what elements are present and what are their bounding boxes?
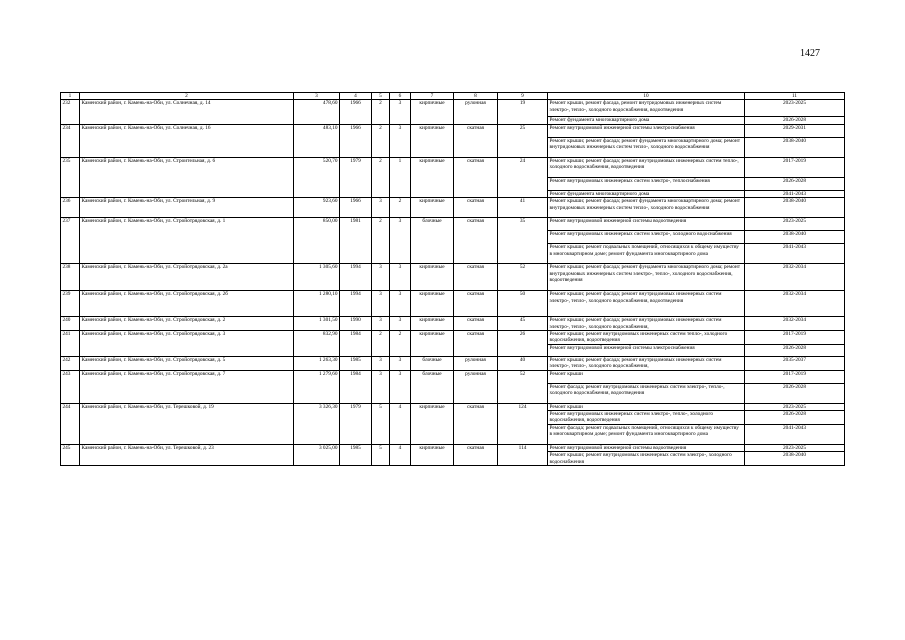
total-area-cell: 923,60 [294, 198, 340, 218]
work-type-cell: Ремонт фундамента многоквартирного дома [548, 117, 745, 124]
entrance-count-cell: 1 [390, 157, 411, 197]
column-header-11: 11 [745, 93, 845, 100]
floor-count-cell: 3 [372, 317, 390, 331]
resident-count-cell: 50 [498, 291, 548, 317]
wall-material-cell: кирпичные [411, 291, 454, 317]
work-type-cell: Ремонт крыши; ремонт подвальных помещений, относящихся к общему имуществу в многоквартирном доме; ремонт фундамента многоквартирного дома [548, 244, 745, 264]
period-cell: 2032-2034 [745, 291, 845, 317]
period-cell: 2023-2025 [745, 100, 845, 117]
column-header-2: 2 [80, 93, 294, 100]
row-number-cell: 235 [61, 157, 80, 197]
roof-type-cell: скатная [454, 124, 498, 157]
period-cell: 2038-2040 [745, 137, 845, 157]
floor-count-cell: 3 [372, 291, 390, 317]
entrance-count-cell: 4 [390, 444, 411, 465]
work-type-cell: Ремонт крыши; ремонт фасада; ремонт внутридомовых инженерных систем электро-, тепло-, холодного водоснабжения, [548, 317, 745, 331]
period-cell: 2038-2040 [745, 452, 845, 466]
address-cell: Каменский район, г. Камень-на-Оби, ул. Строительная, д. 9 [80, 198, 294, 218]
address-cell: Каменский район, г. Камень-на-Оби, ул. Стройотрядовская, д. 2б [80, 291, 294, 317]
work-type-cell: Ремонт крыши; ремонт фасада; ремонт фундамента многоквартирного дома; ремонт внутридомовых инженерных систем тепло-, холодного водоснабжения [548, 198, 745, 218]
year-built-cell: 1981 [340, 218, 372, 264]
table-row [61, 356, 845, 370]
year-built-cell: 1985 [340, 356, 372, 370]
address-cell: Каменский район, г. Камень-на-Оби, ул. Терешковой, д. 19 [80, 403, 294, 444]
resident-count-cell: 52 [498, 264, 548, 291]
year-built-cell: 1984 [340, 331, 372, 357]
total-area-cell: 1 305,60 [294, 264, 340, 291]
wall-material-cell: кирпичные [411, 403, 454, 444]
work-type-cell: Ремонт внутридомовых инженерных систем электро-, теплоснабжения [548, 177, 745, 190]
work-type-cell: Ремонт фасада; ремонт подвальных помещений, относящихся к общему имуществу в многоквартирном доме; ремонт фундамента многоквартирного дома [548, 424, 745, 444]
period-cell: 2038-2040 [745, 231, 845, 244]
column-header-9: 9 [498, 93, 548, 100]
period-cell: 2041-2043 [745, 190, 845, 197]
period-cell: 2026-2028 [745, 177, 845, 190]
work-type-cell: Ремонт крыши; ремонт фасада; ремонт фундамента многоквартирного дома; ремонт внутридомовых инженерных систем электро-, тепло-, холодного водоснабжения, водоотведения [548, 264, 745, 291]
page-number: 1427 [800, 48, 820, 59]
entrance-count-cell: 2 [390, 331, 411, 357]
row-number-cell: 242 [61, 356, 80, 370]
wall-material-cell: блочные [411, 356, 454, 370]
work-type-cell: Ремонт внутридомовой инженерной системы электроснабжения [548, 124, 745, 137]
work-type-cell: Ремонт внутридомовой инженерной системы водоотведения [548, 218, 745, 231]
roof-type-cell: скатная [454, 331, 498, 357]
work-type-cell: Ремонт крыши; ремонт фасада; ремонт внутридомовых инженерных систем тепло-, холодного водоснабжения, водоотведения [548, 157, 745, 177]
resident-count-cell: 24 [498, 157, 548, 197]
address-cell: Каменский район, г. Камень-на-Оби, ул. Стройотрядовская, д. 1 [80, 218, 294, 264]
floor-count-cell: 2 [372, 218, 390, 264]
column-header-3: 3 [294, 93, 340, 100]
work-type-cell: Ремонт крыши; ремонт фасада; ремонт внутридомовых инженерных систем электро-, тепло-, холодного водоснабжения, [548, 356, 745, 370]
entrance-count-cell: 2 [390, 198, 411, 218]
floor-count-cell: 3 [372, 370, 390, 403]
entrance-count-cell: 3 [390, 291, 411, 317]
roof-type-cell: рулонная [454, 370, 498, 403]
work-type-cell: Ремонт крыши, ремонт фасада, ремонт внутридомовых инженерных систем электро-, тепло-, холодного водоснабжения, водоотведения [548, 100, 745, 117]
row-number-cell: 240 [61, 317, 80, 331]
resident-count-cell: 114 [498, 444, 548, 465]
wall-material-cell: кирпичные [411, 444, 454, 465]
address-cell: Каменский район, г. Камень-на-Оби, ул. Стройотрядовская, д. 7 [80, 370, 294, 403]
period-cell: 2026-2028 [745, 117, 845, 124]
row-number-cell: 241 [61, 331, 80, 357]
entrance-count-cell: 3 [390, 218, 411, 264]
floor-count-cell: 5 [372, 403, 390, 444]
table-row [61, 157, 845, 177]
wall-material-cell: кирпичные [411, 100, 454, 124]
work-type-cell: Ремонт крыши; ремонт фасада; ремонт внутридомовых инженерных систем электро-, тепло-, холодного водоснабжения, водоотведения [548, 291, 745, 317]
address-cell: Каменский район, г. Камень-на-Оби, ул. Солнечная, д. 14 [80, 100, 294, 124]
floor-count-cell: 2 [372, 124, 390, 157]
year-built-cell: 1966 [340, 198, 372, 218]
total-area-cell: 1 280,10 [294, 291, 340, 317]
resident-count-cell: 25 [498, 124, 548, 157]
wall-material-cell: кирпичные [411, 157, 454, 197]
row-number-cell: 237 [61, 218, 80, 264]
floor-count-cell: 2 [372, 331, 390, 357]
period-cell: 2041-2043 [745, 244, 845, 264]
row-number-cell: 245 [61, 444, 80, 465]
floor-count-cell: 3 [372, 264, 390, 291]
period-cell: 2032-2034 [745, 317, 845, 331]
roof-type-cell: рулонная [454, 100, 498, 124]
address-cell: Каменский район, г. Камень-на-Оби, ул. Стройотрядовская, д. 5 [80, 356, 294, 370]
table-row [61, 198, 845, 218]
total-area-cell: 520,70 [294, 157, 340, 197]
table-row [61, 403, 845, 410]
work-type-cell: Ремонт крыши; ремонт внутридомовых инженерных систем электро-, холодного водоснабжения [548, 452, 745, 466]
floor-count-cell: 2 [372, 157, 390, 197]
roof-type-cell: скатная [454, 291, 498, 317]
wall-material-cell: кирпичные [411, 317, 454, 331]
repair-registry-table [60, 92, 845, 466]
address-cell: Каменский район, г. Камень-на-Оби, ул. Солнечная, д. 16 [80, 124, 294, 157]
roof-type-cell: скатная [454, 264, 498, 291]
entrance-count-cell: 3 [390, 370, 411, 403]
period-cell: 2023-2025 [745, 218, 845, 231]
table-row [61, 331, 845, 345]
row-number-cell: 244 [61, 403, 80, 444]
roof-type-cell: скатная [454, 403, 498, 444]
work-type-cell: Ремонт внутридомовой инженерной системы водоотведения [548, 444, 745, 451]
period-cell: 2026-2028 [745, 411, 845, 425]
resident-count-cell: 124 [498, 403, 548, 444]
year-built-cell: 1994 [340, 291, 372, 317]
roof-type-cell: скатная [454, 198, 498, 218]
column-header-1: 1 [61, 93, 80, 100]
total-area-cell: 1 301,50 [294, 317, 340, 331]
year-built-cell: 1966 [340, 124, 372, 157]
resident-count-cell: 40 [498, 356, 548, 370]
wall-material-cell: кирпичные [411, 331, 454, 357]
work-type-cell: Ремонт крыши [548, 403, 745, 410]
roof-type-cell: скатная [454, 157, 498, 197]
period-cell: 2035-2037 [745, 356, 845, 370]
period-cell: 2032-2034 [745, 264, 845, 291]
period-cell: 2023-2025 [745, 444, 845, 451]
row-number-cell: 236 [61, 198, 80, 218]
address-cell: Каменский район, г. Камень-на-Оби, ул. Стройотрядовская, д. 2а [80, 264, 294, 291]
period-cell: 2038-2040 [745, 198, 845, 218]
total-area-cell: 1 263,30 [294, 356, 340, 370]
total-area-cell: 832,90 [294, 331, 340, 357]
total-area-cell: 1 279,60 [294, 370, 340, 403]
year-built-cell: 1979 [340, 403, 372, 444]
resident-count-cell: 45 [498, 317, 548, 331]
address-cell: Каменский район, г. Камень-на-Оби, ул. Терешковой, д. 23 [80, 444, 294, 465]
total-area-cell: 483,10 [294, 124, 340, 157]
column-header-7: 7 [411, 93, 454, 100]
period-cell: 2017-2019 [745, 157, 845, 177]
work-type-cell: Ремонт крыши [548, 370, 745, 383]
resident-count-cell: 19 [498, 100, 548, 124]
roof-type-cell: скатная [454, 444, 498, 465]
row-number-cell: 243 [61, 370, 80, 403]
year-built-cell: 1985 [340, 444, 372, 465]
entrance-count-cell: 3 [390, 264, 411, 291]
table-row [61, 100, 845, 117]
period-cell: 2026-2028 [745, 383, 845, 403]
column-header-8: 8 [454, 93, 498, 100]
year-built-cell: 1979 [340, 157, 372, 197]
table-row [61, 264, 845, 291]
period-cell: 2029-2031 [745, 124, 845, 137]
column-header-10: 10 [548, 93, 745, 100]
table-row [61, 124, 845, 137]
total-area-cell: 3 326,30 [294, 403, 340, 444]
row-number-cell: 239 [61, 291, 80, 317]
table-body [61, 93, 845, 466]
work-type-cell: Ремонт крыши; ремонт фасада; ремонт фундамента многоквартирного дома; ремонт внутридомовых инженерных систем тепло-, холодного водоснабжения [548, 137, 745, 157]
entrance-count-cell: 3 [390, 317, 411, 331]
total-area-cell: 3 025,00 [294, 444, 340, 465]
year-built-cell: 1990 [340, 317, 372, 331]
roof-type-cell: рулонная [454, 356, 498, 370]
work-type-cell: Ремонт фундамента многоквартирного дома [548, 190, 745, 197]
period-cell: 2017-2019 [745, 331, 845, 345]
entrance-count-cell: 3 [390, 100, 411, 124]
row-number-cell: 232 [61, 100, 80, 124]
table-row [61, 444, 845, 451]
year-built-cell: 1966 [340, 100, 372, 124]
floor-count-cell: 2 [372, 100, 390, 124]
address-cell: Каменский район, г. Камень-на-Оби, ул. Стройотрядовская, д. 2 [80, 317, 294, 331]
roof-type-cell: скатная [454, 317, 498, 331]
floor-count-cell: 5 [372, 444, 390, 465]
floor-count-cell: 3 [372, 356, 390, 370]
row-number-cell: 234 [61, 124, 80, 157]
work-type-cell: Ремонт внутридомовых инженерных систем электро-, холодного водоснабжения [548, 231, 745, 244]
address-cell: Каменский район, г. Камень-на-Оби, ул. Строительная, д. 6 [80, 157, 294, 197]
period-cell: 2017-2019 [745, 370, 845, 383]
work-type-cell: Ремонт внутридомовой инженерной системы электроснабжения [548, 344, 745, 356]
table-row [61, 370, 845, 383]
total-area-cell: 478,60 [294, 100, 340, 124]
resident-count-cell: 41 [498, 198, 548, 218]
work-type-cell: Ремонт крыши; ремонт внутридомовых инженерных систем тепло-, холодного водоснабжения, водоотведения [548, 331, 745, 345]
year-built-cell: 1984 [340, 370, 372, 403]
period-cell: 2023-2025 [745, 403, 845, 410]
wall-material-cell: кирпичные [411, 264, 454, 291]
column-header-5: 5 [372, 93, 390, 100]
column-header-6: 6 [390, 93, 411, 100]
year-built-cell: 1994 [340, 264, 372, 291]
resident-count-cell: 35 [498, 218, 548, 264]
table-header-row [61, 93, 845, 100]
address-cell: Каменский район, г. Камень-на-Оби, ул. Стройотрядовская, д. 3 [80, 331, 294, 357]
entrance-count-cell: 3 [390, 356, 411, 370]
table-row [61, 317, 845, 331]
wall-material-cell: блочные [411, 218, 454, 264]
entrance-count-cell: 3 [390, 124, 411, 157]
wall-material-cell: кирпичные [411, 124, 454, 157]
table-row [61, 218, 845, 231]
entrance-count-cell: 4 [390, 403, 411, 444]
wall-material-cell: кирпичные [411, 198, 454, 218]
resident-count-cell: 52 [498, 370, 548, 403]
work-type-cell: Ремонт внутридомовых инженерных систем электро-, тепло-, холодного водоснабжения, водоотведения [548, 411, 745, 425]
table-row [61, 291, 845, 317]
period-cell: 2041-2043 [745, 424, 845, 444]
total-area-cell: 850,00 [294, 218, 340, 264]
column-header-4: 4 [340, 93, 372, 100]
period-cell: 2026-2028 [745, 344, 845, 356]
row-number-cell: 238 [61, 264, 80, 291]
resident-count-cell: 26 [498, 331, 548, 357]
work-type-cell: Ремонт фасада; ремонт внутридомовых инженерных систем электро-, тепло-, холодного водоснабжения, водоотведения [548, 383, 745, 403]
roof-type-cell: скатная [454, 218, 498, 264]
floor-count-cell: 3 [372, 198, 390, 218]
wall-material-cell: блочные [411, 370, 454, 403]
